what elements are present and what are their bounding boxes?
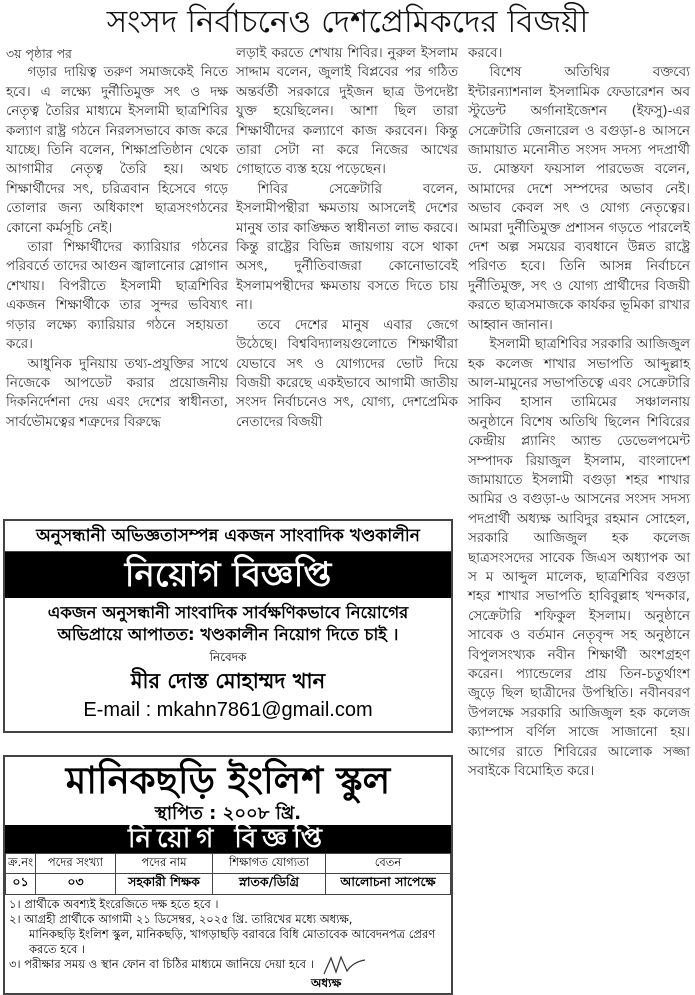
established: স্থাপিত : ২০০৮ খ্রি. [154,803,302,824]
column-header: বেতন [326,854,451,874]
ad-body-line: অভিপ্রায়ে আপাতত: খণ্ডকালীন নিয়োগ দিতে চাই । [57,625,399,644]
journalist-job-ad [3,519,453,733]
continued-from: ৩য় পৃষ্ঠার পর [6,46,72,61]
school-job-ad [3,755,453,995]
paragraph: আধুনিক দুনিয়ায় তথ্য-প্রযুক্তির সাথে নিজেকে আপডেট করার প্রয়োজনীয় দিকনির্দেশনা দেয় এবং দেশের স্বাধীনতা, সার্বভৌমত্বের শত্রুদের বিরুদ্ধে [6,356,228,430]
table-cell: সহকারী শিক্ষক [116,874,213,895]
column-header: ক্র.নং [6,854,36,874]
signature [311,954,371,991]
headline: সংসদ নির্বাচনেও দেশপ্রেমিকদের বিজয়ী [106,4,589,40]
paragraph: লড়াই করতে শেখায় শিবির। নুরুল ইসলাম সাদ্দাম বলেন, জুলাই বিপ্লবের পর গঠিত অন্তর্বর্তী সরকারে দুইজন ছাত্র উপদেষ্টা যুক্ত হয়েছিলেন। আশা ছিল তারা শিক্ষার্থীদের কল্যাণে কাজ করবেন। কিন্তু তারা সেটা না করে নিজের আখের গোছাতে ব্যস্ত হয়ে পড়েছেন। [236,46,458,178]
note: ২। আগ্রহী প্রার্থীকে আগামী ২১ ডিসেম্বর, ২০২৫ খ্রি. তারিখের মধ্যে অধ্যক্ষ, [9,912,353,926]
paragraph: গড়ার দায়িত্ব তরুণ সমাজকেই নিতে হবে। এ লক্ষ্যে দুর্নীতিমুক্ত সৎ ও দক্ষ নেতৃত্ব তৈরির মাধ্যমে ইসলামী ছাত্রশিবির কল্যাণ রাষ্ট্র গঠনে নিরলসভাবে কাজ করে যাচ্ছে। তিনি বলেন, শিক্ষাপ্রতিষ্ঠান থেকে আগামীর নেতৃত্ব তৈরি হয়। অথচ শিক্ষার্থীদের সৎ, চরিত্রবান হিসেবে গড়ে তোলার জন্য অধিকাংশ ছাত্রসংগঠনের কোনো কর্মসূচি নেই। [6,65,228,236]
article-column-1 [6,44,228,512]
ad-notes [5,895,451,995]
table-row [6,874,451,895]
table-cell: ০১ [6,874,36,895]
article-column-2 [236,44,458,512]
article-column-3 [468,44,690,989]
ad-title: নিয়োগ বিজ্ঞপ্তি [5,825,451,853]
ad-body-line: একজন অনুসন্ধানী সাংবাদিক সার্বক্ষণিকভাবে নিয়োগের [47,603,409,622]
table-cell: ০৩ [36,874,116,895]
table-header-row [6,854,451,874]
vacancy-table [5,853,451,895]
signed-label: নিবেদক [209,650,247,664]
paragraph: করবে। [468,46,503,61]
note: ৩। পরীক্ষার সময় ও স্থান ফোন বা চিঠির মাধ্যমে জানিয়ে দেয়া হবে । [9,957,314,971]
signature-title: অধ্যক্ষ [311,976,342,990]
note: ১। প্রার্থীকে অবশ্যই ইংরেজিতে দক্ষ হতে হবে । [9,897,219,911]
ad-header: অনুসন্ধানী অভিজ্ঞতাসম্পন্ন একজন সাংবাদিক খণ্ডকালীন [5,521,451,552]
table-cell: স্নাতক/ডিগ্রি [213,874,326,895]
ad-title: নিয়োগ বিজ্ঞপ্তি [5,552,451,598]
advertiser-email: E-mail : mkahn7861@gmail.com [83,699,373,721]
advertiser-name: মীর দোস্ত মোহাম্মদ খান [130,669,326,693]
note: মানিকছড়ি ইংলিশ স্কুল, মানিকছড়ি, খাগড়াছড়ি বরাবরে বিধি মোতাবেক আবেদনপত্র প্রেরণ করতে হবে । [29,927,436,956]
school-name: মানিকছড়ি ইংলিশ স্কুল [65,758,391,802]
paragraph: তবে দেশের মানুষ এবার জেগে উঠেছে। বিশ্ববিদ্যালয়গুলোতে শিক্ষার্থীরা যেভাবে সৎ ও যোগ্যদের ভোট দিয়ে বিজয়ী করেছে একইভাবে আগামী জাতীয় সংসদ নির্বাচনেও সৎ, যোগ্য, দেশপ্রেমিক নেতাদের বিজয়ী [236,317,458,430]
column-header: পদের নাম [116,854,213,874]
table-cell: আলোচনা সাপেক্ষে [326,874,451,895]
paragraph: তারা শিক্ষার্থীদের ক্যারিয়ার গঠনের পরিবর্তে তাদের আগুন জ্বালানোর স্লোগান শেখায়। বিপরীতে ইসলামী ছাত্রশিবির একজন শিক্ষার্থীকে তার সুন্দর ভবিষ্যৎ গড়ার লক্ষ্যে ক্যারিয়ার গঠনে সহায়তা করে। [6,240,228,353]
column-header: শিক্ষাগত যোগ্যতা [213,854,326,874]
paragraph: বিশেষ অতিথির বক্তব্যে ইন্টারন্যাশনাল ইসলামিক ফেডারেশন অব স্টুডেন্ট অর্গানাইজেশন (ইফসু)-এর সেক্রেটারি জেনারেল ও বগুড়া-৪ আসনে জামায়াত মনোনীত সংসদ সদস্য পদপ্রার্থী ড. মোস্তফা ফয়সাল পারভেজ বলেন, আমাদের দেশে সম্পদের অভাব নেই। অভাব কেবল সৎ ও যোগ্য নেতৃত্বের। আমরা দুর্নীতিমুক্ত প্রশাসন গড়তে পারলেই দেশ অল্প সময়ের ব্যবধানে উন্নত রাষ্ট্রে পরিণত হবে। তিনি আসন্ন নির্বাচনে দুর্নীতিমুক্ত, সৎ ও যোগ্য প্রার্থীদের বিজয়ী করতে ছাত্রসমাজকে কার্যকর ভূমিকা রাখার আহ্বান জানান। [468,65,690,333]
signature-scribble-icon [321,954,371,976]
paragraph: শিবির সেক্রেটারি বলেন, ইসলামীপন্থীরা ক্ষমতায় আসলেই দেশের মানুষ তার কাঙ্ক্ষিত স্বাধীনতা লাভ করবে। কিন্তু রাষ্ট্রের বিভিন্ন জায়গায় বসে থাকা অসৎ, দুর্নীতিবাজরা কোনোভাবেই ইসলামপন্থীদের ক্ষমতায় বসতে দিতে চায় না। [236,181,458,314]
column-header: পদের সংখ্যা [36,854,116,874]
paragraph: ইসলামী ছাত্রশিবির সরকারি আজিজুল হক কলেজ শাখার সভাপতি আব্দুল্লাহ আল-মামুনের সভাপতিত্বে এবং সেক্রেটারি সাকিব হাসান তামিমের সঞ্চালনায় অনুষ্ঠানে বিশেষ অতিথি ছিলেন শিবিরের কেন্দ্রীয় প্ল্যানিং অ্যান্ড ডেভেলপমেন্ট সম্পাদক রিয়াজুল ইসলাম, বাংলাদেশ জামায়াতে ইসলামী বগুড়া শহর শাখার আমির ও বগুড়া-৬ আসনের সংসদ সদস্য পদপ্রার্থী অধ্যক্ষ আবিদুর রহমান সোহেল, সরকারি আজিজুল হক কলেজ ছাত্রসংসদের সাবেক জিএস অধ্যাপক আ স ম আব্দুল মালেক, ছাত্রশিবির বগুড়া শহর শাখার সভাপতি হাবিবুল্লাহ খন্দকার, সেক্রেটারি শফিকুল ইসলাম। অনুষ্ঠানে সাবেক ও বর্তমান নেতৃবৃন্দ সহ অনুষ্ঠানে বিপুলসংখ্যক নবীন শিক্ষার্থী অংশগ্রহণ করেন। প্যান্ডেলের প্রায় তিন-চতুর্থাংশ জুড়ে ছিল ছাত্রীদের উপস্থিতি। নবীনবরণ উপলক্ষে সরকারি আজিজুল হক কলেজ ক্যাম্পাস বর্ণিল সাজে সাজানো হয়। আগের রাতে শিবিরের আলোক সজ্জা সবাইকে বিমোহিত করে। [468,337,690,780]
